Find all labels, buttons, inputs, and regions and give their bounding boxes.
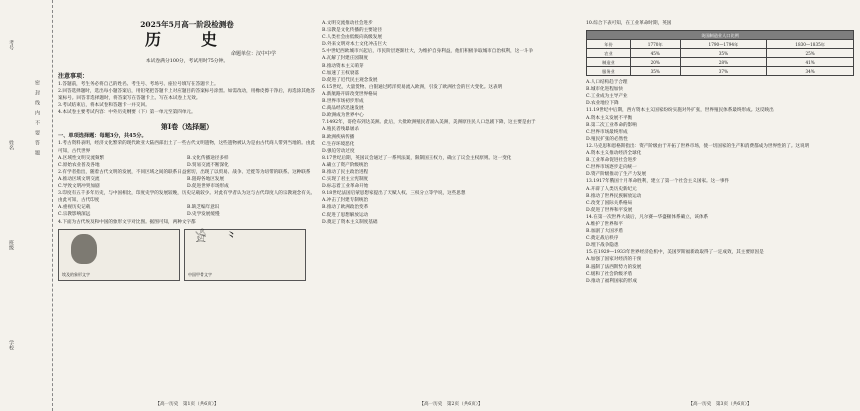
option: A.重视历史记载 bbox=[58, 205, 91, 211]
question-line: D.标志着工业革命开始 bbox=[322, 184, 369, 190]
question-line: B.欧洲疾病传播 bbox=[322, 134, 355, 140]
question-line: 9.18世纪法国启蒙思想家提出了天赋人权、三权分立等学说，这些思想 bbox=[322, 191, 466, 197]
question-line: B.城市化进程加快 bbox=[586, 87, 623, 93]
question-line: B.世界市场初步形成 bbox=[322, 99, 364, 105]
question-line: B.第二次工业革命的影响 bbox=[586, 122, 637, 128]
question-line: A.人口结构趋于合理 bbox=[586, 80, 628, 86]
question-line: 11.19世纪中后期，西方资本主义国家纷纷实施对外扩张，世界殖民体系最终形成。这反映出 bbox=[586, 108, 774, 114]
question-line: B.推动资本主义萌芽 bbox=[322, 63, 364, 69]
option: C.导致文明冲突加剧 bbox=[58, 184, 100, 190]
exam-title: 2025年5月高一阶段检测卷 bbox=[140, 20, 234, 29]
question-line: A.资本主义推动经济全球化 bbox=[586, 151, 642, 157]
table-header-row bbox=[587, 40, 854, 49]
table-cell: 制造业 bbox=[587, 58, 631, 67]
question-line: C.商品经济迅速发展 bbox=[322, 106, 364, 112]
table-cell: 35% bbox=[630, 67, 680, 76]
table-body bbox=[587, 49, 854, 76]
question-line: C.工业成为主导产业 bbox=[586, 94, 628, 100]
question-line: C.世界市场逐步走向统一 bbox=[586, 165, 637, 171]
question-line: 8.17世纪后期，英国议会通过了一系列法案，限制国王权力，确立了议会主权原则。这一变化 bbox=[322, 155, 512, 161]
glyph-icon: 𓀀 bbox=[195, 230, 207, 246]
question-line: D.促进了近代民主观念发展 bbox=[322, 77, 378, 83]
table-row bbox=[587, 58, 854, 67]
sidebar-label-class: 班级 bbox=[8, 240, 14, 250]
page-footer: 【高一历史 第2页（共6页）】 bbox=[419, 401, 483, 407]
question-line: B.遏制了法西斯势力的发展 bbox=[586, 264, 642, 270]
question-line: A.确立了资产阶级统治 bbox=[322, 162, 369, 168]
question-line: B.工业革命促进社会进步 bbox=[586, 158, 637, 164]
notice-item: 3.考试结束后，将本试卷和答题卡一并交回。 bbox=[58, 103, 150, 109]
table-header-cell: 年份 bbox=[587, 40, 631, 49]
question-line: B.推动了欧洲政治变革 bbox=[322, 205, 369, 211]
question-line: A.新航路开辟改变世界格局 bbox=[322, 91, 378, 97]
table-header-cell: 1830—1835年 bbox=[767, 40, 854, 49]
table-cell: 45% bbox=[630, 49, 680, 58]
table-cell: 35% bbox=[680, 49, 767, 58]
table-row bbox=[587, 49, 854, 58]
table-cell: 20% bbox=[630, 58, 680, 67]
table-cell: 农业 bbox=[587, 49, 631, 58]
option: C.宗教影响深远 bbox=[58, 212, 91, 218]
question-line: C.缓和了社会阶级矛盾 bbox=[586, 271, 633, 277]
table-cell: 41% bbox=[767, 58, 854, 67]
question-line: C.世界市场最终形成 bbox=[586, 129, 628, 135]
question-line: A.资本主义发展不平衡 bbox=[586, 115, 633, 121]
question-line: C.奠定战后秩序 bbox=[586, 236, 619, 242]
question-line: C.生存环境恶化 bbox=[322, 141, 355, 147]
sidebar-label-name: 姓名 bbox=[8, 140, 14, 150]
seal-line-text: 密 封 线 内 不 要 答 题 bbox=[34, 80, 40, 155]
question-line: B.加剧了大国矛盾 bbox=[586, 229, 623, 235]
sidebar-label-exam-no: 考号 bbox=[8, 40, 14, 50]
section-heading: 第Ⅰ卷（选择题） bbox=[160, 122, 214, 132]
notice-heading: 注意事项： bbox=[58, 73, 89, 80]
question-block bbox=[322, 20, 580, 226]
question-line: C.实现了君主立宪制度 bbox=[322, 177, 369, 183]
question-line: D.殖民扩张的必然性 bbox=[586, 136, 628, 142]
question-line: 13.1917年俄国十月革命胜利，建立了第一个社会主义国家。这一事件 bbox=[586, 179, 730, 185]
page-footer: 【高一历史 第1页（共6页）】 bbox=[155, 401, 219, 407]
page-column-1 bbox=[58, 0, 316, 411]
option: A.区域性文明交流频繁 bbox=[58, 155, 105, 161]
table-header-cell: 1770年 bbox=[630, 40, 680, 49]
question-block bbox=[586, 79, 854, 285]
question-stem: 4.下面为古代埃及和中国的象形文字对比图。据图可知，两种文字都 bbox=[58, 219, 196, 225]
question-line: A.殖民者残暴屠杀 bbox=[322, 127, 359, 133]
option: B.文化传播途径多样 bbox=[187, 155, 229, 161]
score-info: 本试卷满分100分，考试用时75分钟。 bbox=[145, 59, 229, 64]
question-line: B.宗教是文化传播的主要途径 bbox=[322, 28, 382, 34]
figure-oracle bbox=[184, 229, 306, 281]
question-line: D.外来文明对本土文化冲击巨大 bbox=[322, 42, 387, 48]
artifact-image bbox=[71, 234, 97, 264]
option: D.促进世界市场形成 bbox=[187, 184, 229, 190]
binding-sidebar bbox=[0, 0, 53, 411]
table-cell: 34% bbox=[767, 67, 854, 76]
page-footer: 【高一历史 第3页（共6页）】 bbox=[688, 401, 752, 407]
table-title: 英国制造业人口比例 bbox=[587, 31, 854, 40]
table-cell: 28% bbox=[680, 58, 767, 67]
option: D.贸易交流不断深化 bbox=[187, 162, 229, 168]
question-stem: 3.印度有五千多年历史，与中国相比，印度史学的发展较晚，历史记载较少。对此有学者认为这与古代印度人的宗教观念有关。由此可知，古代印度 bbox=[58, 191, 316, 204]
page-column-3 bbox=[586, 0, 854, 411]
table-cell: 25% bbox=[767, 49, 854, 58]
question-options bbox=[58, 204, 316, 218]
question-line: 15.在1929—1933年世界经济危机中，美国罗斯福新政取得了一定成效，其主要原因是 bbox=[586, 250, 764, 256]
setter-unit: 命题单位：汉中中学 bbox=[230, 51, 276, 57]
sidebar-label-school: 学校 bbox=[8, 340, 14, 350]
question-stem: 10.综合下表可知，在工业革命时期，英国 bbox=[586, 21, 672, 26]
part-heading: 一、单项选择题：每题3分，共45分。 bbox=[58, 133, 147, 140]
question-line: 6.15世纪，大量货物、白银通过跨洋贸易流入欧洲，引发了欧洲社会的巨大变化。这表明 bbox=[322, 84, 503, 90]
question-line: A.维护了世界和平 bbox=[586, 221, 623, 227]
question-line: A.开辟了人类历史新纪元 bbox=[586, 186, 637, 192]
question-line: 7.1492年，哥伦布到达美洲。此后，大批欧洲殖民者涌入美洲，美洲原住民人口急剧下降，这主要是由于 bbox=[322, 120, 536, 126]
question-options bbox=[58, 155, 316, 169]
question-line: 5.中世纪西欧城市兴起后，市民阶层逐渐壮大，为维护自身利益，他们积极争取城市自治权利，这一斗争 bbox=[322, 49, 534, 55]
question-options bbox=[58, 176, 316, 190]
option: D.史学发展缓慢 bbox=[187, 212, 220, 218]
option: B.阻碍各地区发展 bbox=[187, 176, 224, 182]
question-stem: 1.考古资料表明，经济文化繁荣的现代欧亚大陆西部出土了一些古代文明遗物，这些遗物被认为是由古代商人带到当地的。由此可知，古代世界 bbox=[58, 141, 316, 154]
question-line: C.促进了思想解放运动 bbox=[322, 212, 369, 218]
question-line: D.强迫劳动过度 bbox=[322, 148, 355, 154]
question-line: B.推动了世界民族解放运动 bbox=[586, 193, 642, 199]
notice-item: 2.回答选择题时，选出每小题答案后，用铅笔把答题卡上对应题目的答案标号涂黑。如需改动，用橡皮擦干净后，再选涂其他答案标号。回答非选择题时，将答案写在答题卡上。写在本试卷上无效。 bbox=[58, 89, 316, 102]
page-column-2 bbox=[322, 0, 580, 411]
question-stem: 2.有学者指出，随着古代文明的发展，不同区域之间的联系日益密切，出现了以贸易、战争、迁徙等为纽带的联系。这种联系 bbox=[58, 169, 311, 175]
question-line: D.推动了福利国家的形成 bbox=[586, 278, 637, 284]
notice-item: 4.本试卷主要考试内容：中外历史纲要（下）第一单元至第四单元。 bbox=[58, 110, 196, 116]
option: A.推动区域文明交流 bbox=[58, 176, 100, 182]
question-line: D.欧洲成为世界中心 bbox=[322, 113, 364, 119]
option: C.原始农业普及各地 bbox=[58, 162, 100, 168]
question-line: A.冲击了封建专制统治 bbox=[322, 198, 369, 204]
question-line: B.推动了民主政治进程 bbox=[322, 169, 369, 175]
figure-caption: 埃及的象形文字 bbox=[62, 272, 90, 278]
question-line: D.农业地位下降 bbox=[586, 101, 619, 107]
subject-title: 历 史 bbox=[144, 30, 229, 49]
glyph-icon: ⺀ bbox=[225, 230, 239, 246]
question-line: C.加速了王权衰落 bbox=[322, 70, 359, 76]
question-line: A.文明交流推动社会进步 bbox=[322, 21, 373, 26]
table-row bbox=[587, 67, 854, 76]
question-line: 12.马克思和恩格斯指出：资产阶级由于开拓了世界市场，使一切国家的生产和消费都成为世界性的了。这说明 bbox=[586, 143, 810, 149]
question-line: D.奠定了资本主义制度基础 bbox=[322, 219, 378, 225]
question-line: D.资产阶级推动了生产力发展 bbox=[586, 172, 647, 178]
question-line: D.促进了世界和平发展 bbox=[586, 207, 633, 213]
question-line: D.埋下战争隐患 bbox=[586, 243, 619, 249]
data-table bbox=[586, 30, 854, 76]
question-line: A.瓦解了封建庄园制度 bbox=[322, 56, 369, 62]
figure-egypt bbox=[58, 229, 180, 281]
question-line: 14.在第一次世界大战后，凡尔赛—华盛顿体系确立，该体系 bbox=[586, 214, 709, 220]
option: B.缺乏编年意识 bbox=[187, 205, 220, 211]
notice-item: 1.答题前，考生务必将自己的姓名、考生号、考场号、座位号填写在答题卡上。 bbox=[58, 82, 219, 87]
table-cell: 37% bbox=[680, 67, 767, 76]
question-line: C.改变了国际关系格局 bbox=[586, 200, 633, 206]
figure-row bbox=[58, 229, 316, 281]
figure-caption: 中国甲骨文字 bbox=[188, 272, 212, 278]
question-line: C.人类社会由低级向高级发展 bbox=[322, 35, 382, 41]
table-cell: 服务业 bbox=[587, 67, 631, 76]
table-header-cell: 1790—1794年 bbox=[680, 40, 767, 49]
question-line: A.加强了国家对经济的干预 bbox=[586, 257, 642, 263]
